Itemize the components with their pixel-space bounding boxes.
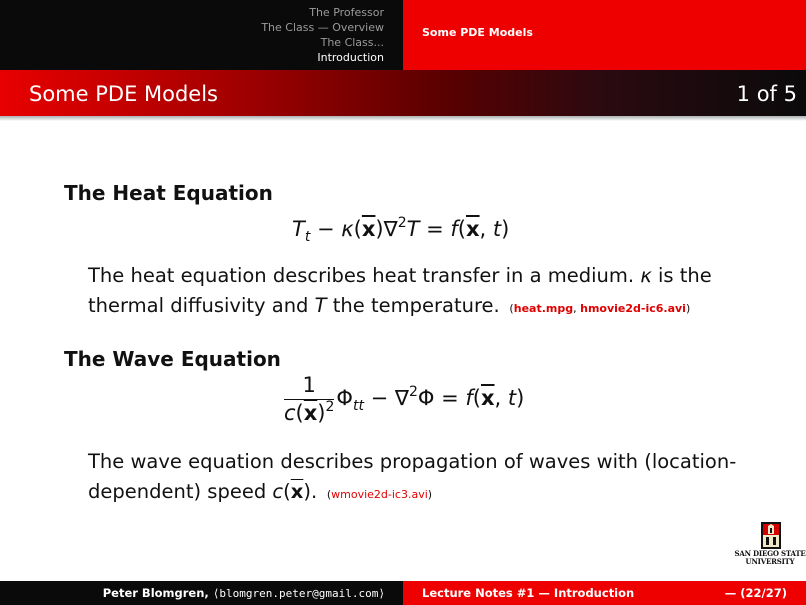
nav-item-introduction[interactable]: Introduction [317, 51, 384, 64]
eq-fraction [284, 373, 334, 425]
section-nav [261, 5, 384, 65]
eq-c: c [284, 401, 296, 425]
nav-item-class-overview[interactable]: The Class — Overview [261, 21, 384, 34]
header-section-panel [403, 0, 806, 70]
eq-kappa: κ [341, 217, 354, 241]
heat-equation-description [88, 261, 758, 324]
eq-minus2: − [363, 386, 395, 410]
nabla-icon-2: ∇ [394, 386, 409, 410]
eq-xbar: $\overline{x}$ [361, 217, 376, 241]
subsection-link[interactable]: Some PDE Models [422, 26, 533, 39]
heat-movie-links: (heat.mpg, hmovie2d-ic6.avi) [505, 302, 691, 315]
nav-item-the-class[interactable]: The Class... [320, 36, 384, 49]
heat-text-kappa: κ [640, 264, 652, 287]
eq-den-xbar: $\overline{x}$ [303, 401, 318, 425]
wave-equation-description: The wave equation describes propagation of waves with (location-dependent) speed $c(\overline{x})$. (wmovie2d-ic3.avi) [88, 450, 737, 503]
wave-text-c: c [272, 480, 284, 503]
eq-minus: − [310, 217, 342, 241]
eq-t: t [492, 217, 502, 241]
eq-numerator: 1 [284, 373, 334, 400]
author-email[interactable]: ⟨blomgren.peter@gmail.com⟩ [212, 587, 385, 600]
footer-page-number: — (22/27) [724, 586, 787, 600]
eq-T2: T [406, 217, 420, 241]
wave-text-xbar: $\overline{x}$ [290, 480, 304, 503]
movie-link-wmovie2d[interactable]: wmovie2d-ic3.avi [331, 488, 428, 501]
sdsu-logo-icon [760, 520, 782, 550]
wave-text-end: . [310, 480, 318, 503]
eq-xbar2: $\overline{x}$ [466, 217, 480, 241]
header-nav-panel [0, 0, 403, 70]
eq-sub-tt: tt [352, 398, 364, 414]
footer-author [103, 586, 385, 600]
footer-lecture-title: Lecture Notes #1 — Introduction [422, 586, 635, 600]
footer-bar [0, 581, 806, 605]
sdsu-logo-text [730, 550, 806, 566]
slide-content [0, 121, 806, 576]
eq-sq2: 2 [408, 384, 418, 400]
eq-den-sq: 2 [325, 399, 335, 415]
heat-equation-heading: The Heat Equation [64, 181, 273, 205]
frame-title-bar [0, 70, 806, 116]
movie-link-hmovie2d[interactable]: hmovie2d-ic6.avi [580, 302, 686, 315]
eq-xbar3: $\overline{x}$ [480, 386, 495, 410]
footer-author-panel [0, 581, 403, 605]
heat-text-1: The heat equation describes heat transfer in a medium. [88, 264, 635, 287]
eq-equals2: = [434, 386, 466, 410]
wave-text-1: The wave equation describes propagation of waves with (location-dependent) speed [88, 450, 737, 503]
movie-link-heat-mpg[interactable]: heat.mpg [513, 302, 574, 315]
nav-item-the-professor[interactable]: The Professor [309, 6, 384, 19]
frame-counter: 1 of 5 [736, 82, 797, 106]
author-name: Peter Blomgren, [102, 586, 209, 600]
wave-equation-heading: The Wave Equation [64, 347, 281, 371]
heat-text-3: the temperature. [326, 294, 500, 317]
eq-equals: = [419, 217, 451, 241]
footer-title-panel [403, 581, 806, 605]
wave-equation: $\frac{1}{c(\overline{x})^2}$ $\Phi_{tt} - \nabla^2\Phi = f(\overline{x}$, t) [284, 373, 525, 425]
heat-text-T: T [314, 294, 327, 317]
eq-sub-t: t [304, 229, 311, 245]
eq-sq: 2 [397, 215, 407, 231]
eq-t2: t [507, 386, 517, 410]
wave-movie-links: (wmovie2d-ic3.avi) [323, 488, 433, 501]
heat-equation: $T_t - \kappa(\overline{x})\nabla^2T = f(\overline{x}$, t) [292, 215, 510, 245]
eq-denominator: $c(\overline{x})^2$ [284, 399, 335, 425]
frame-title: Some PDE Models [29, 82, 218, 106]
eq-f: f [450, 217, 458, 241]
eq-f2: f [465, 386, 473, 410]
eq-T: T [292, 217, 305, 241]
eq-phi: Φ [336, 386, 353, 410]
header-bar [0, 0, 806, 70]
heat-text-2: is the thermal diffusivity and [88, 264, 712, 317]
logo-line1: SAN DIEGO STATE [734, 549, 806, 558]
nabla-icon: ∇ [383, 217, 398, 241]
logo-line2: UNIVERSITY [745, 557, 795, 566]
eq-phi2: Φ [417, 386, 435, 410]
